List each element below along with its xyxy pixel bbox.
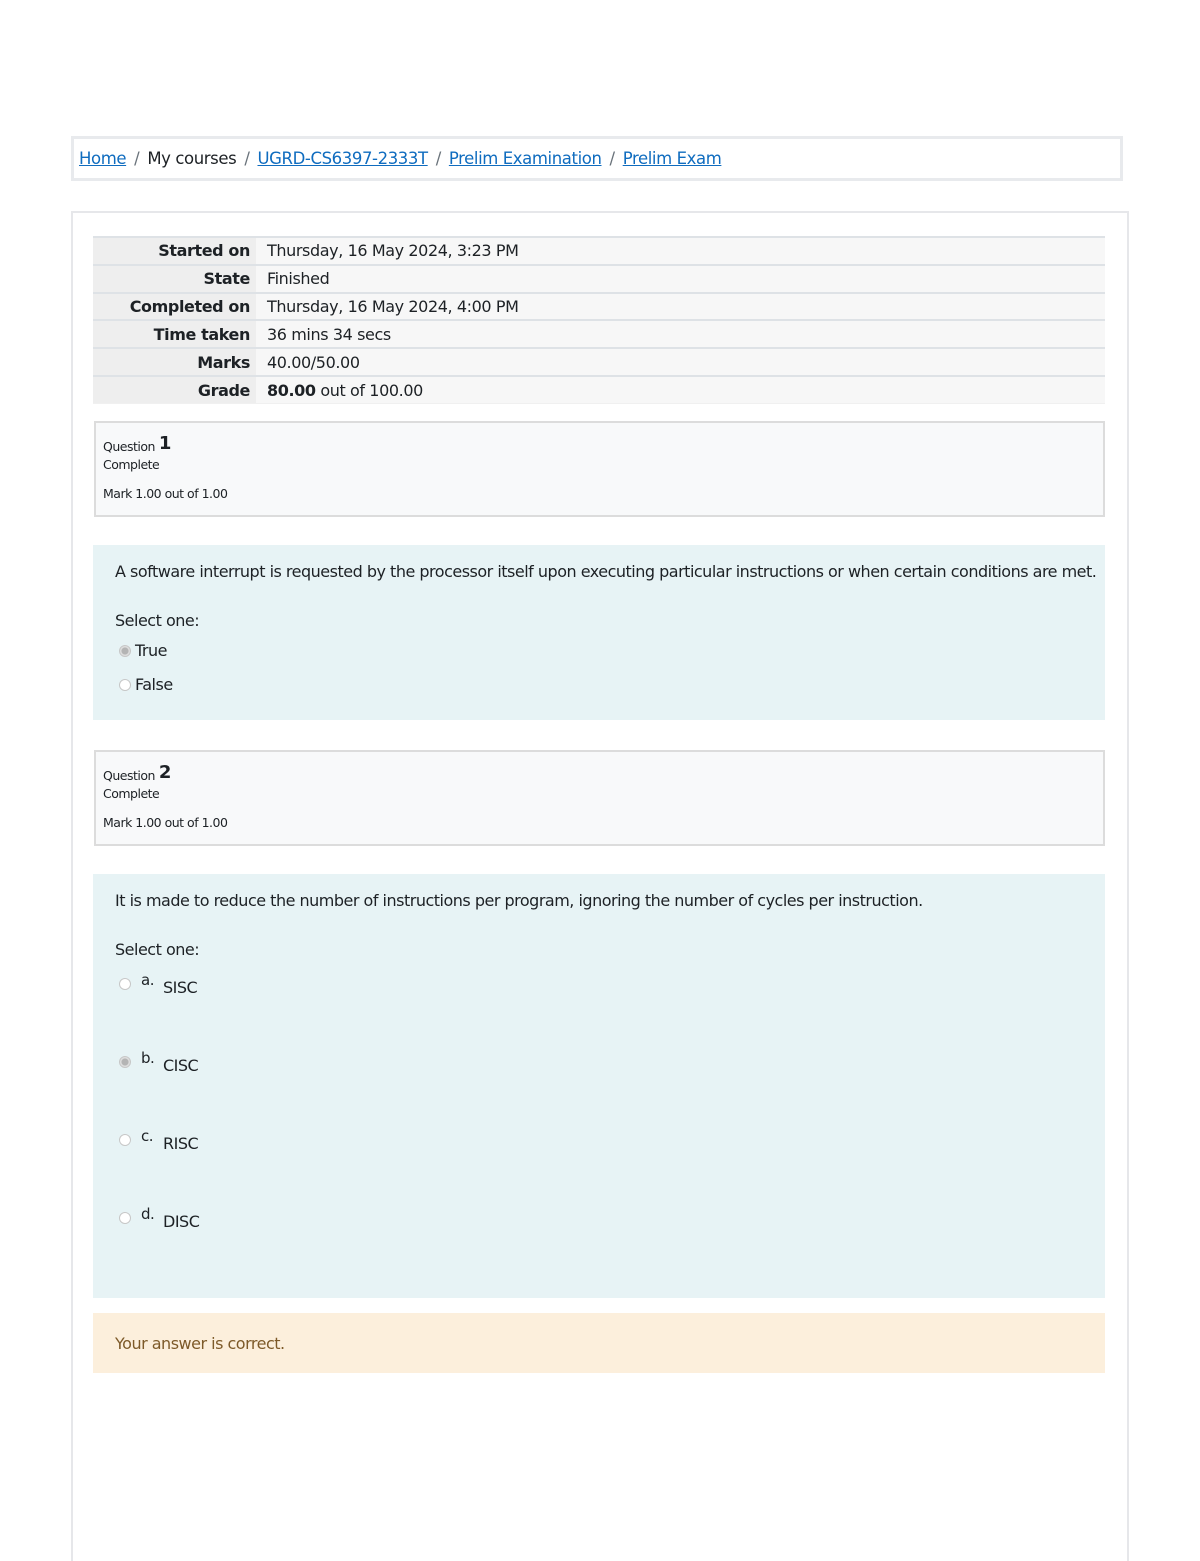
summary-value [256,376,1105,404]
feedback-text: Your answer is correct. [115,1333,285,1353]
attempt-summary-table [93,236,1105,404]
question-number [103,760,1103,782]
summary-row-time-taken [93,320,1105,348]
breadcrumb [71,136,1123,181]
radio-button[interactable] [119,978,131,990]
summary-label: Started on [93,237,256,265]
question-number-value: 2 [158,762,172,783]
breadcrumb-course-link[interactable]: UGRD-CS6397-2333T [257,149,428,168]
question-number-value: 1 [158,433,172,454]
summary-value: Finished [256,265,1105,293]
question-number [103,431,1103,453]
question-grade: Mark 1.00 out of 1.00 [103,814,228,830]
summary-value: Thursday, 16 May 2024, 4:00 PM [256,293,1105,321]
summary-label: State [93,265,256,293]
summary-value: 40.00/50.00 [256,348,1105,376]
answer-option-true[interactable] [115,641,167,660]
option-label: DISC [163,1212,200,1231]
radio-button[interactable] [119,679,131,691]
summary-value: Thursday, 16 May 2024, 3:23 PM [256,237,1105,265]
option-label: CISC [163,1056,199,1075]
select-one-prompt: Select one: [115,611,200,630]
option-label: False [135,675,173,694]
summary-row-grade [93,376,1105,404]
option-label: SISC [163,978,198,997]
breadcrumb-separator: / [609,149,615,168]
question-label: Question [103,767,155,783]
radio-button-checked[interactable] [119,1056,131,1068]
breadcrumb-separator: / [134,149,140,168]
question-state: Complete [103,786,160,801]
breadcrumb-home-link[interactable]: Home [79,149,127,168]
answer-feedback [93,1313,1105,1373]
breadcrumb-my-courses: My courses [147,149,237,168]
question-2-content [93,874,1105,1298]
option-letter: a. [141,970,154,989]
question-1-info [94,421,1105,517]
option-letter: d. [141,1204,155,1223]
summary-row-state [93,265,1105,293]
question-grade: Mark 1.00 out of 1.00 [103,485,228,501]
summary-label: Completed on [93,293,256,321]
question-1-content [93,545,1105,720]
question-text: A software interrupt is requested by the processor itself upon executing particular instructions or when certain conditions are met. [115,562,1097,581]
radio-button-checked[interactable] [119,645,131,657]
breadcrumb-section-link[interactable]: Prelim Examination [448,149,602,168]
option-letter: b. [141,1048,155,1067]
option-label: True [135,641,167,660]
radio-button[interactable] [119,1134,131,1146]
summary-label: Grade [93,376,256,404]
summary-label: Time taken [93,320,256,348]
option-label: RISC [163,1134,199,1153]
breadcrumb-separator: / [244,149,250,168]
select-one-prompt: Select one: [115,940,200,959]
radio-button[interactable] [119,1212,131,1224]
question-state: Complete [103,457,160,472]
summary-value: 36 mins 34 secs [256,320,1105,348]
question-2-info [94,750,1105,846]
summary-row-started [93,237,1105,265]
answer-option-c[interactable] [115,1126,199,1153]
question-text: It is made to reduce the number of instructions per program, ignoring the number of cycles per instruction. [115,891,923,910]
grade-out-of: out of 100.00 [320,380,423,400]
answer-option-false[interactable] [115,675,173,694]
breadcrumb-separator: / [435,149,441,168]
question-label: Question [103,438,155,454]
summary-row-completed [93,293,1105,321]
answer-option-a[interactable] [115,970,198,997]
breadcrumb-quiz-link[interactable]: Prelim Exam [622,149,722,168]
option-letter: c. [141,1126,154,1145]
answer-option-d[interactable] [115,1204,200,1231]
summary-row-marks [93,348,1105,376]
answer-option-b[interactable] [115,1048,199,1075]
grade-value: 80.00 [267,380,316,400]
summary-label: Marks [93,348,256,376]
